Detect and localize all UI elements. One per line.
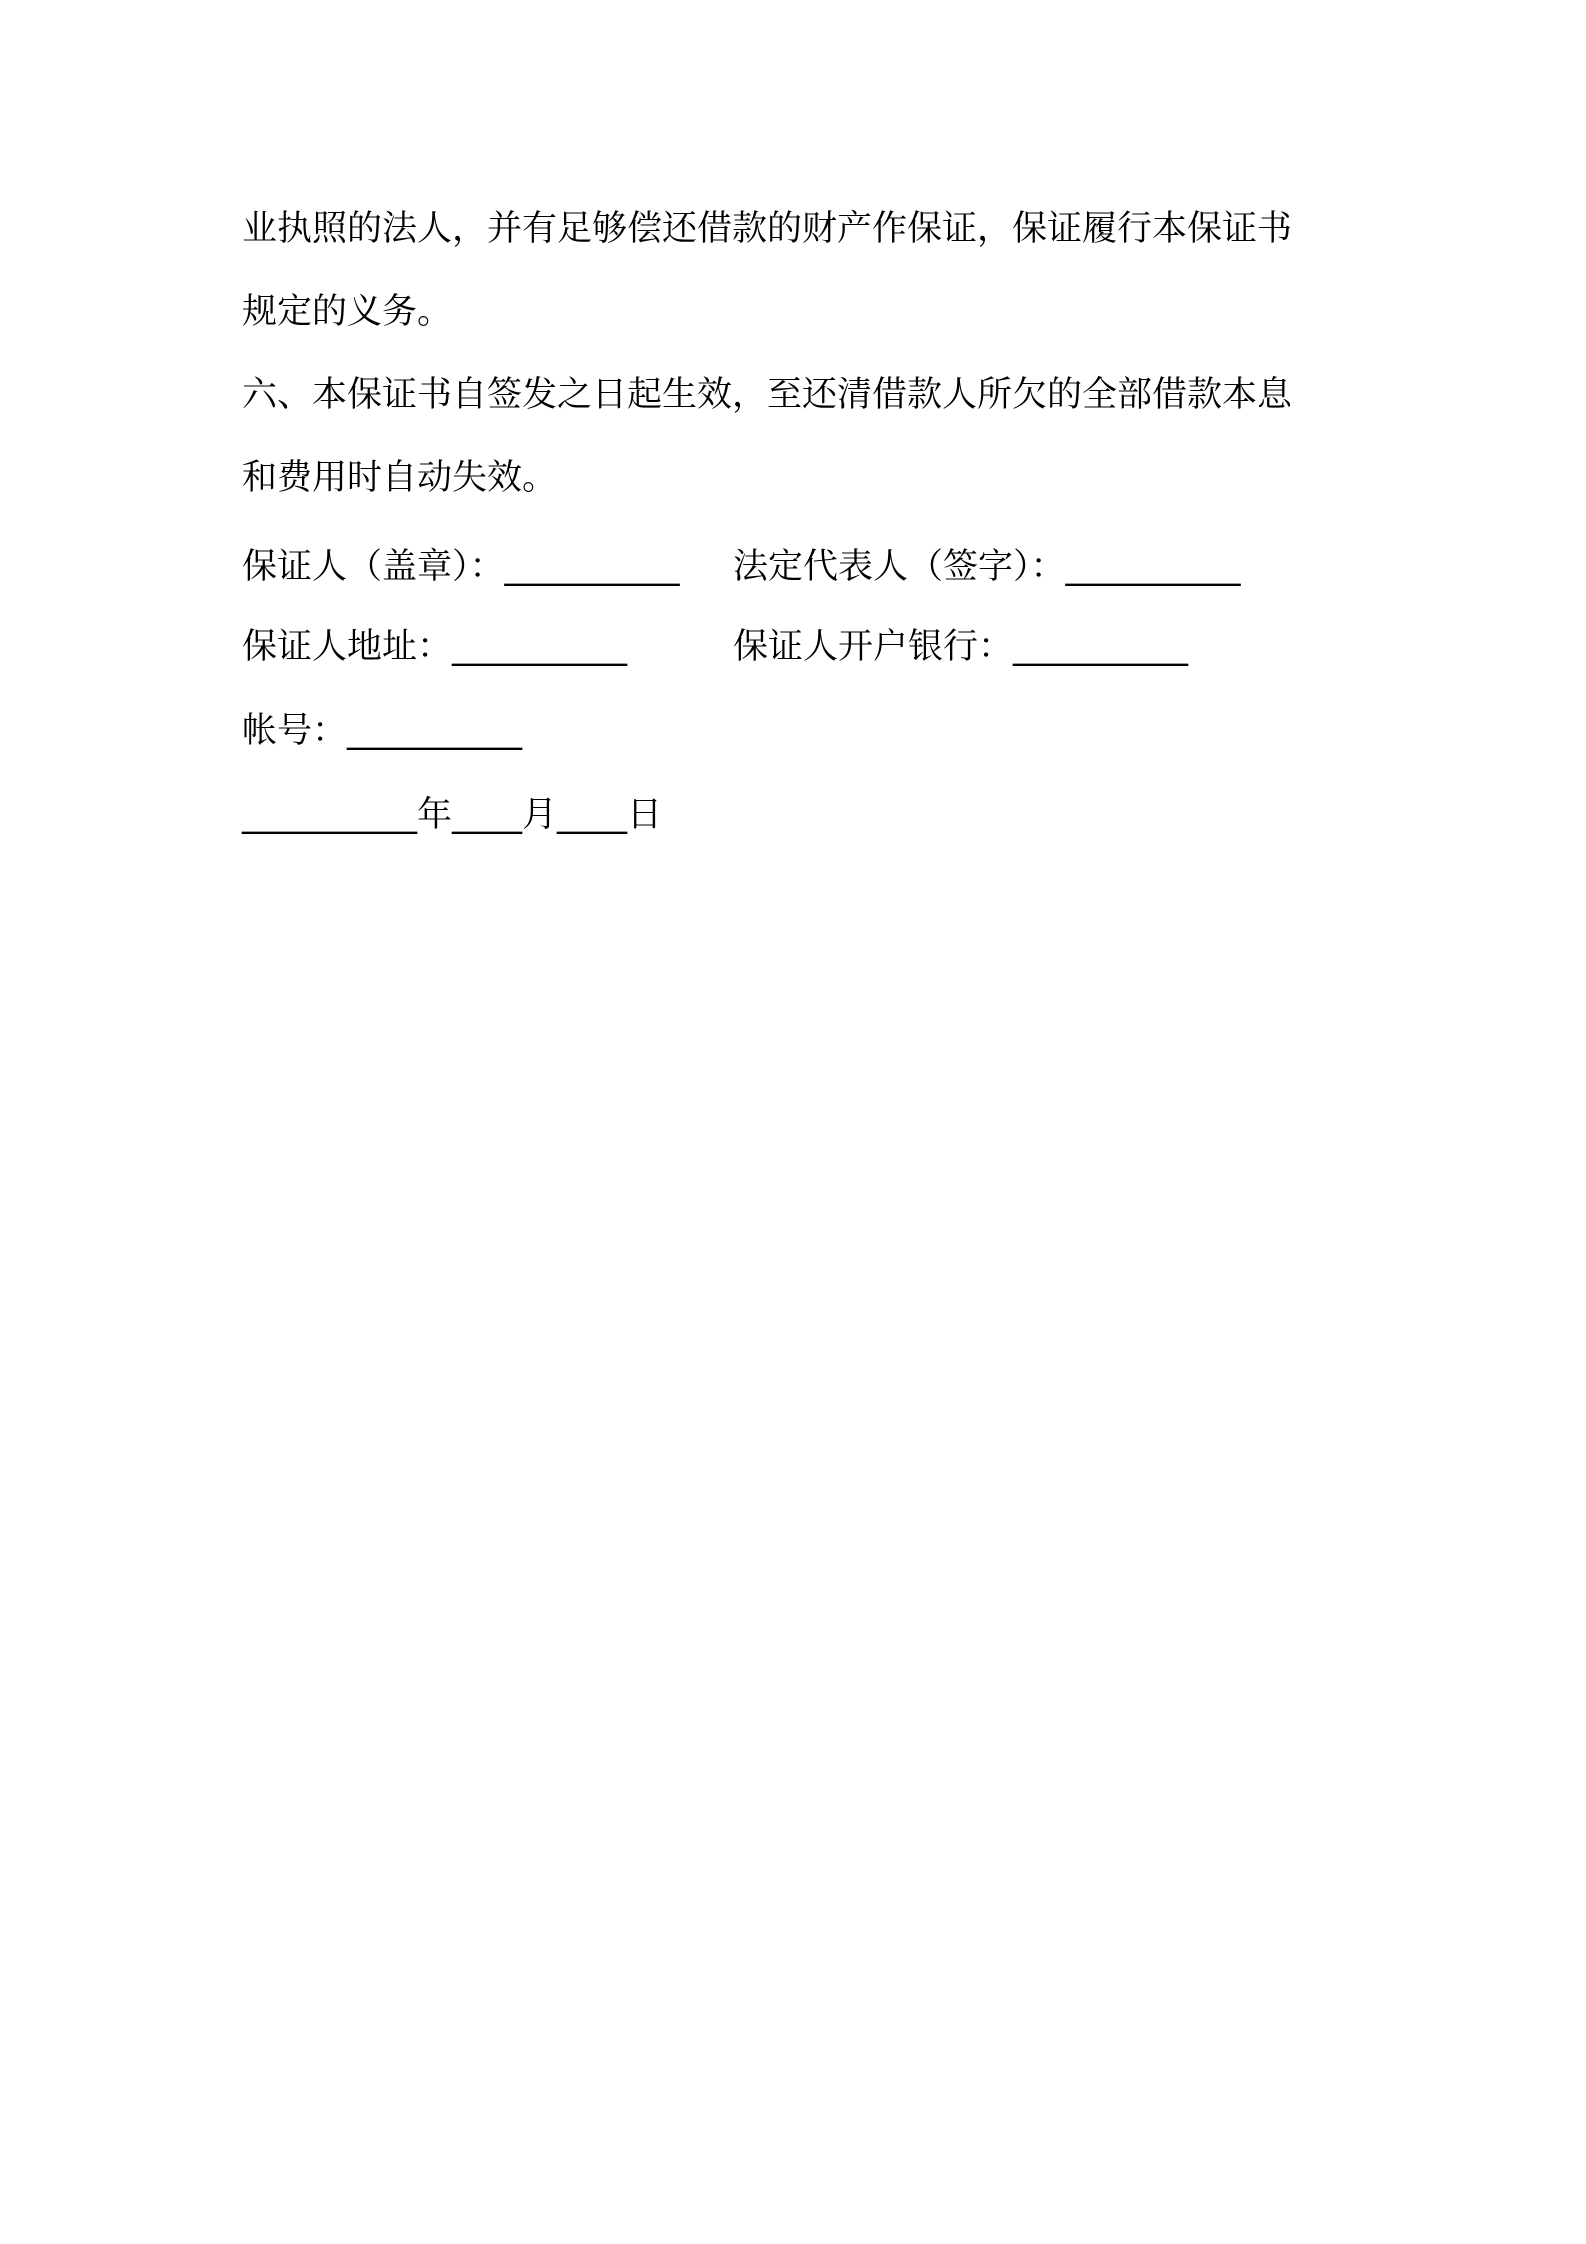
legal-representative-field: 法定代表人（签字）：__________: [733, 547, 1241, 587]
date-field: __________年____月____日: [242, 795, 663, 835]
guarantor-address-field: 保证人地址：__________: [242, 627, 628, 667]
account-number-field: 帐号：__________: [242, 711, 523, 751]
guarantor-bank-field: 保证人开户银行：__________: [733, 627, 1189, 667]
paragraph-line: 规定的义务。: [242, 292, 453, 332]
clause-six-line: 和费用时自动失效。: [242, 458, 558, 498]
clause-six-line: 六、本保证书自签发之日起生效，至还清借款人所欠的全部借款本息: [242, 375, 1293, 415]
guarantor-seal-field: 保证人（盖章）：__________: [242, 547, 680, 587]
paragraph-line: 业执照的法人，并有足够偿还借款的财产作保证，保证履行本保证书: [242, 209, 1293, 249]
